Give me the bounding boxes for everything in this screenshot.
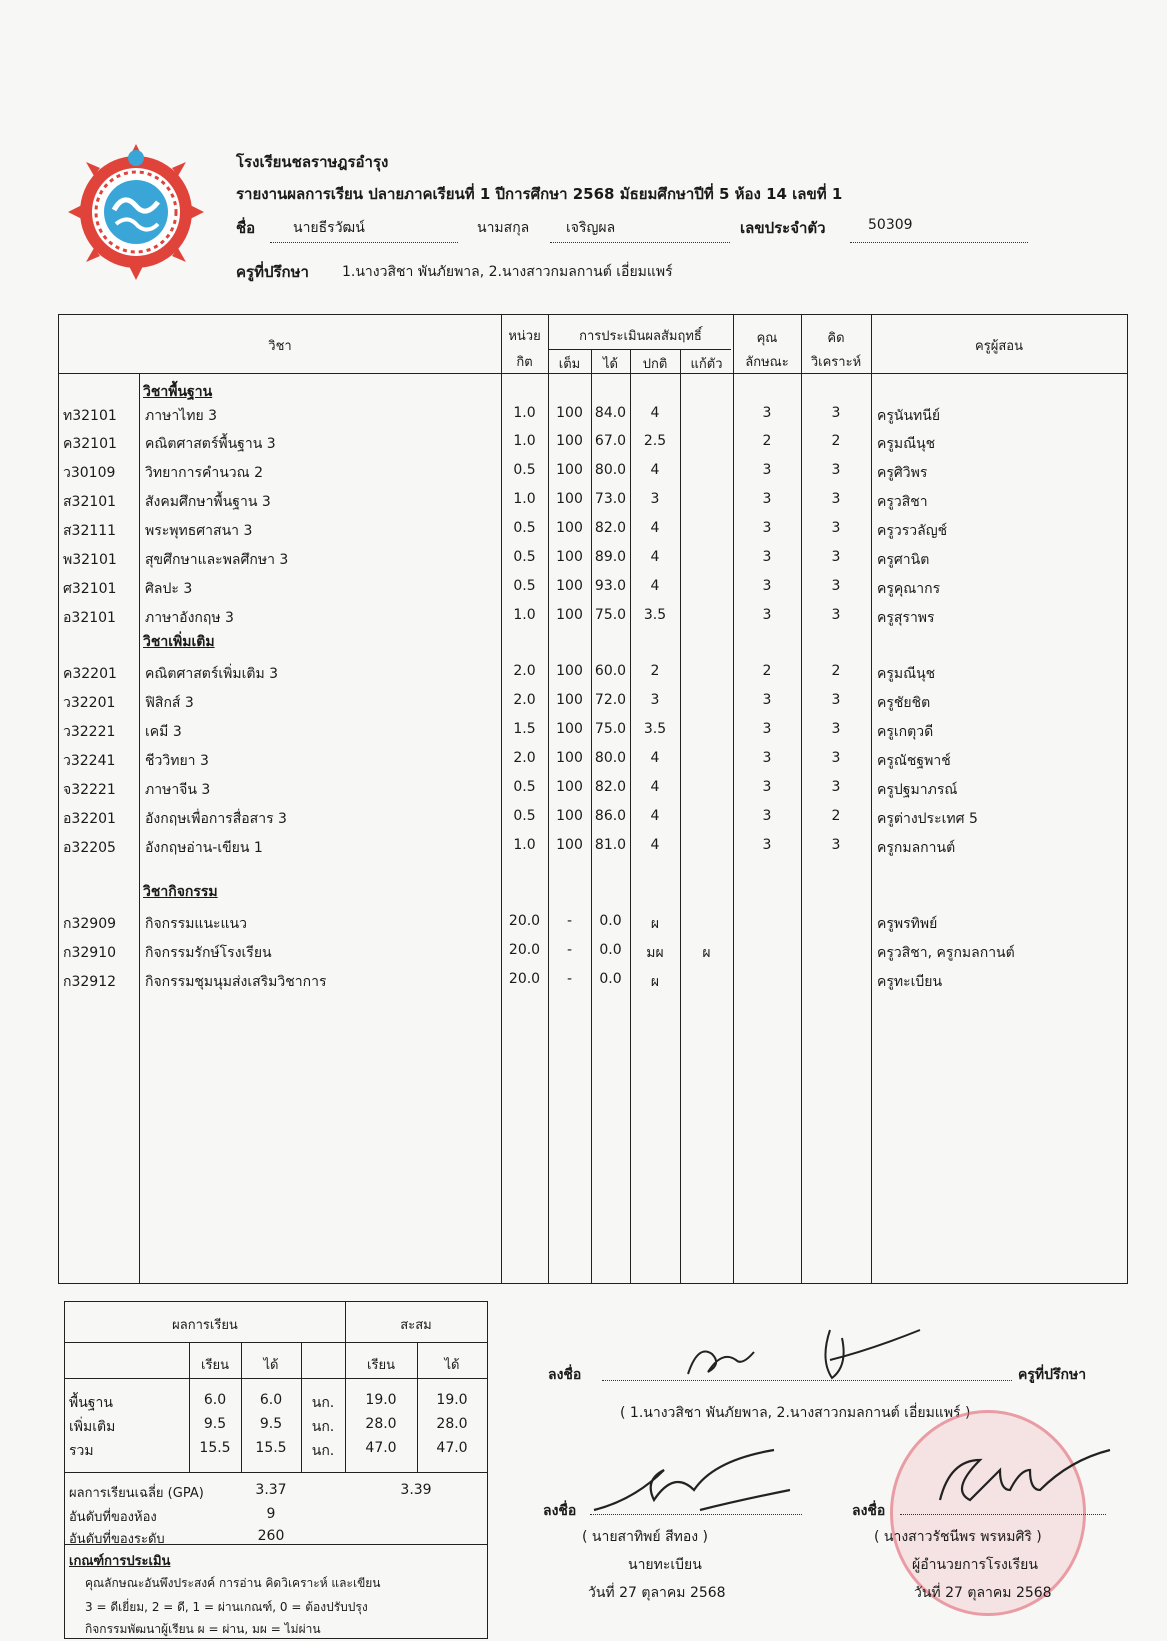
summary-row-acc_got: 28.0 xyxy=(436,1416,468,1432)
row-got: 81.0 xyxy=(594,837,627,853)
row-got: 86.0 xyxy=(594,808,627,824)
row-full: 100 xyxy=(556,692,583,708)
director-date: วันที่ 27 ตุลาคม 2568 xyxy=(914,1585,1052,1601)
row-char: 3 xyxy=(762,837,772,853)
row-name: ศิลปะ 3 xyxy=(145,581,193,597)
row-got: 93.0 xyxy=(594,578,627,594)
row-think: 2 xyxy=(831,663,841,679)
row-full: 100 xyxy=(556,607,583,623)
row-think: 2 xyxy=(831,808,841,824)
criteria-line-3: กิจกรรมพัฒนาผู้เรียน ผ = ผ่าน, มผ = ไม่ผ่าน xyxy=(85,1622,321,1636)
summary-col-got: ได้ xyxy=(263,1358,279,1373)
row-got: 0.0 xyxy=(599,942,622,958)
summary-row-unit: นก. xyxy=(311,1395,335,1411)
row-char: 3 xyxy=(762,405,772,421)
row-full: 100 xyxy=(556,405,583,421)
header-subject: วิชา xyxy=(268,339,292,354)
row-grade: 4 xyxy=(650,837,660,853)
row-code: ส32101 xyxy=(63,494,117,510)
sign-label-director: ลงชื่อ xyxy=(852,1503,886,1519)
row-got: 82.0 xyxy=(594,779,627,795)
row-name: พระพุทธศาสนา 3 xyxy=(145,523,253,539)
row-got: 0.0 xyxy=(599,913,622,929)
rank-level-value: 260 xyxy=(257,1528,285,1544)
row-teacher: ครูต่างประเทศ 5 xyxy=(877,811,978,827)
sign-label-advisor: ลงชื่อ xyxy=(548,1367,582,1383)
row-grade: 4 xyxy=(650,808,660,824)
row-name: สังคมศึกษาพื้นฐาน 3 xyxy=(145,494,271,510)
row-grade: 3 xyxy=(650,491,660,507)
row-credit: 2.0 xyxy=(513,663,536,679)
row-credit: 0.5 xyxy=(513,578,536,594)
grade-table xyxy=(58,314,1128,1284)
row-grade: 3 xyxy=(650,692,660,708)
row-teacher: ครูทะเบียน xyxy=(877,974,943,990)
row-char: 3 xyxy=(762,520,772,536)
row-full: 100 xyxy=(556,520,583,536)
row-name: วิทยาการคำนวณ 2 xyxy=(145,465,264,481)
row-char: 3 xyxy=(762,549,772,565)
row-full: 100 xyxy=(556,433,583,449)
row-grade: 2 xyxy=(650,663,660,679)
row-full: - xyxy=(566,971,573,987)
summary-row-acc_study: 19.0 xyxy=(365,1392,397,1408)
row-name: เคมี 3 xyxy=(145,724,182,740)
row-credit: 0.5 xyxy=(513,520,536,536)
summary-row-label: เพิ่มเติม xyxy=(69,1419,116,1435)
row-credit: 0.5 xyxy=(513,808,536,824)
row-grade: 4 xyxy=(650,520,660,536)
row-teacher: ครูพรทิพย์ xyxy=(877,916,938,932)
gpa-value: 3.37 xyxy=(255,1482,287,1498)
row-char: 3 xyxy=(762,750,772,766)
row-credit: 1.0 xyxy=(513,607,536,623)
summary-row-study: 9.5 xyxy=(203,1416,227,1432)
registrar-role: นายทะเบียน xyxy=(628,1557,702,1573)
gpa-accum-value: 3.39 xyxy=(400,1482,432,1498)
sign-label-registrar: ลงชื่อ xyxy=(543,1503,577,1519)
row-full: 100 xyxy=(556,491,583,507)
header-char-top: คุณ xyxy=(756,331,778,346)
row-grade: ผ xyxy=(650,974,660,990)
row-think: 3 xyxy=(831,607,841,623)
row-got: 75.0 xyxy=(594,721,627,737)
rank-room-label: อันดับที่ของห้อง xyxy=(69,1510,157,1525)
row-char: 3 xyxy=(762,808,772,824)
row-code: ว30109 xyxy=(63,465,116,481)
row-name: อังกฤษเพื่อการสื่อสาร 3 xyxy=(145,811,287,827)
summary-table xyxy=(64,1301,488,1639)
row-think: 2 xyxy=(831,433,841,449)
row-full: 100 xyxy=(556,779,583,795)
row-credit: 1.0 xyxy=(513,433,536,449)
row-grade: 4 xyxy=(650,779,660,795)
row-credit: 20.0 xyxy=(508,913,541,929)
row-credit: 0.5 xyxy=(513,462,536,478)
row-got: 89.0 xyxy=(594,549,627,565)
school-name: โรงเรียนชลราษฎรอำรุง xyxy=(236,153,389,171)
row-think: 3 xyxy=(831,549,841,565)
registrar-name: ( นายสาทิพย์ สีทอง ) xyxy=(582,1529,708,1545)
row-code: ว32221 xyxy=(63,724,116,740)
row-name: ชีววิทยา 3 xyxy=(145,753,209,769)
row-credit: 1.0 xyxy=(513,405,536,421)
name-dotline xyxy=(270,242,458,243)
summary-row-acc_study: 47.0 xyxy=(365,1440,397,1456)
row-code: ส32111 xyxy=(63,523,117,539)
row-full: 100 xyxy=(556,837,583,853)
row-got: 75.0 xyxy=(594,607,627,623)
row-char: 3 xyxy=(762,692,772,708)
advisor-names-sign: ( 1.นางวสิชา พันภัยพาล, 2.นางสาวกมลกานต์ เอี่ยมแพร์ ) xyxy=(620,1405,971,1421)
row-think: 3 xyxy=(831,721,841,737)
row-char: 2 xyxy=(762,433,772,449)
row-code: ก32910 xyxy=(63,945,117,961)
summary-col-study: เรียน xyxy=(201,1358,229,1373)
row-grade: 4 xyxy=(650,462,660,478)
summary-row-label: พื้นฐาน xyxy=(69,1395,113,1411)
row-think: 3 xyxy=(831,405,841,421)
header-full: เต็ม xyxy=(558,357,581,372)
row-grade: 3.5 xyxy=(643,721,667,737)
row-teacher: ครูนันทนีย์ xyxy=(877,408,941,424)
row-code: จ32221 xyxy=(63,782,116,798)
row-grade: 2.5 xyxy=(643,433,667,449)
director-role: ผู้อำนวยการโรงเรียน xyxy=(912,1557,1038,1573)
section-basic: วิชาพื้นฐาน xyxy=(143,384,213,400)
summary-row-got: 9.5 xyxy=(259,1416,283,1432)
row-full: 100 xyxy=(556,549,583,565)
student-name: นายธีรวัฒน์ xyxy=(293,220,365,236)
row-char: 3 xyxy=(762,607,772,623)
advisor-role: ครูที่ปรึกษา xyxy=(1018,1367,1087,1383)
student-id-label: เลขประจำตัว xyxy=(740,219,826,237)
row-think: 3 xyxy=(831,750,841,766)
row-credit: 0.5 xyxy=(513,779,536,795)
row-credit: 2.0 xyxy=(513,750,536,766)
row-code: ว32201 xyxy=(63,695,116,711)
id-dotline xyxy=(850,242,1028,243)
header-teacher: ครูผู้สอน xyxy=(975,339,1023,354)
student-id: 50309 xyxy=(868,217,913,233)
row-name: คณิตศาสตร์เพิ่มเติม 3 xyxy=(145,666,279,682)
director-name: ( นางสาวรัชนีพร พรหมศิริ ) xyxy=(874,1529,1042,1545)
registrar-signature xyxy=(590,1440,810,1520)
advisor-signature xyxy=(680,1320,940,1390)
row-got: 60.0 xyxy=(594,663,627,679)
header-think-bottom: วิเคราะห์ xyxy=(810,355,862,370)
summary-acc-got: ได้ xyxy=(444,1358,460,1373)
row-think: 3 xyxy=(831,491,841,507)
advisor-names: 1.นางวสิชา พันภัยพาล, 2.นางสาวกมลกานต์ เอี่ยมแพร์ xyxy=(342,264,673,280)
criteria-line-2: 3 = ดีเยี่ยม, 2 = ดี, 1 = ผ่านเกณฑ์, 0 = ต้องปรับปรุง xyxy=(85,1600,368,1614)
surname-dotline xyxy=(550,242,730,243)
row-code: ค32201 xyxy=(63,666,117,682)
row-think: 3 xyxy=(831,837,841,853)
row-code: ท32101 xyxy=(63,408,117,424)
row-name: ภาษาไทย 3 xyxy=(145,408,218,424)
row-teacher: ครูกมลกานต์ xyxy=(877,840,956,856)
row-grade: 4 xyxy=(650,405,660,421)
row-name: อังกฤษอ่าน-เขียน 1 xyxy=(145,840,263,856)
row-code: ก32909 xyxy=(63,916,117,932)
row-think: 3 xyxy=(831,578,841,594)
header-assessment: การประเมินผลสัมฤทธิ์ xyxy=(579,329,702,344)
row-full: 100 xyxy=(556,808,583,824)
row-full: 100 xyxy=(556,663,583,679)
row-name: สุขศึกษาและพลศึกษา 3 xyxy=(145,552,289,568)
row-got: 67.0 xyxy=(594,433,627,449)
report-title: รายงานผลการเรียน ปลายภาคเรียนที่ 1 ปีการศึกษา 2568 มัธยมศึกษาปีที่ 5 ห้อง 14 เลขที่ 1 xyxy=(236,185,843,203)
header-normal: ปกติ xyxy=(642,357,668,372)
row-teacher: ครูมณีนุช xyxy=(877,666,936,682)
row-teacher: ครูศิวิพร xyxy=(877,465,928,481)
row-full: 100 xyxy=(556,750,583,766)
summary-row-acc_got: 47.0 xyxy=(436,1440,468,1456)
summary-title: ผลการเรียน xyxy=(172,1318,238,1333)
row-full: 100 xyxy=(556,462,583,478)
row-credit: 1.5 xyxy=(513,721,536,737)
summary-row-acc_got: 19.0 xyxy=(436,1392,468,1408)
row-code: อ32201 xyxy=(63,811,116,827)
student-surname: เจริญผล xyxy=(566,220,616,236)
row-credit: 2.0 xyxy=(513,692,536,708)
row-grade: 4 xyxy=(650,750,660,766)
row-full: 100 xyxy=(556,721,583,737)
rank-room-value: 9 xyxy=(266,1506,276,1522)
header-credit-top: หน่วย xyxy=(508,329,541,344)
advisor-label: ครูที่ปรึกษา xyxy=(236,263,309,281)
summary-row-acc_study: 28.0 xyxy=(365,1416,397,1432)
header-char-bottom: ลักษณะ xyxy=(745,355,789,370)
row-char: 3 xyxy=(762,721,772,737)
school-logo xyxy=(66,140,206,280)
row-grade: 4 xyxy=(650,549,660,565)
row-got: 0.0 xyxy=(599,971,622,987)
gpa-label: ผลการเรียนเฉลี่ย (GPA) xyxy=(69,1486,204,1501)
row-credit: 20.0 xyxy=(508,971,541,987)
row-full: - xyxy=(566,942,573,958)
row-code: ก32912 xyxy=(63,974,117,990)
row-credit: 0.5 xyxy=(513,549,536,565)
row-grade: มผ xyxy=(646,945,664,961)
row-teacher: ครูวรวลัญช์ xyxy=(877,523,948,539)
row-char: 3 xyxy=(762,578,772,594)
summary-accum-title: สะสม xyxy=(400,1318,432,1333)
row-teacher: ครูชัยชิต xyxy=(877,695,931,711)
section-activity: วิชากิจกรรม xyxy=(143,884,218,900)
summary-acc-study: เรียน xyxy=(367,1358,395,1373)
section-additional: วิชาเพิ่มเติม xyxy=(143,634,215,650)
row-got: 72.0 xyxy=(594,692,627,708)
row-teacher: ครูปฐมาภรณ์ xyxy=(877,782,958,798)
summary-row-study: 15.5 xyxy=(199,1440,231,1456)
row-think: 3 xyxy=(831,520,841,536)
criteria-title: เกณฑ์การประเมิน xyxy=(69,1554,171,1569)
row-teacher: ครูณัชฐพาช์ xyxy=(877,753,951,769)
row-think: 3 xyxy=(831,779,841,795)
row-teacher: ครูวสิชา, ครูกมลกานต์ xyxy=(877,945,1015,961)
summary-row-unit: นก. xyxy=(311,1443,335,1459)
criteria-line-1: คุณลักษณะอันพึงประสงค์ การอ่าน คิดวิเคราะห์ และเขียน xyxy=(85,1576,381,1590)
row-grade: 4 xyxy=(650,578,660,594)
summary-row-label: รวม xyxy=(69,1443,94,1459)
row-char: 2 xyxy=(762,663,772,679)
row-full: - xyxy=(566,913,573,929)
row-got: 82.0 xyxy=(594,520,627,536)
row-credit: 20.0 xyxy=(508,942,541,958)
registrar-date: วันที่ 27 ตุลาคม 2568 xyxy=(588,1585,726,1601)
row-teacher: ครูศานิต xyxy=(877,552,930,568)
row-fix: ผ xyxy=(702,945,711,961)
row-teacher: ครูวสิชา xyxy=(877,494,928,510)
row-code: อ32101 xyxy=(63,610,116,626)
surname-label: นามสกุล xyxy=(477,220,530,236)
row-credit: 1.0 xyxy=(513,837,536,853)
row-code: อ32205 xyxy=(63,840,116,856)
row-got: 84.0 xyxy=(594,405,627,421)
row-name: ฟิสิกส์ 3 xyxy=(145,695,194,711)
row-grade: ผ xyxy=(650,916,660,932)
row-teacher: ครูเกตุวดี xyxy=(877,724,934,740)
name-label: ชื่อ xyxy=(236,219,256,237)
row-name: กิจกรรมชุมนุมส่งเสริมวิชาการ xyxy=(145,974,327,990)
row-name: กิจกรรมรักษ์โรงเรียน xyxy=(145,945,272,961)
row-full: 100 xyxy=(556,578,583,594)
row-code: ศ32101 xyxy=(63,581,117,597)
header-credit-bottom: กิต xyxy=(516,355,533,370)
row-code: ว32241 xyxy=(63,753,116,769)
row-got: 80.0 xyxy=(594,750,627,766)
summary-row-study: 6.0 xyxy=(203,1392,227,1408)
row-got: 73.0 xyxy=(594,491,627,507)
row-char: 3 xyxy=(762,779,772,795)
row-char: 3 xyxy=(762,462,772,478)
row-code: พ32101 xyxy=(63,552,117,568)
director-signature xyxy=(920,1440,1120,1520)
header-got: ได้ xyxy=(603,357,618,372)
row-char: 3 xyxy=(762,491,772,507)
row-name: กิจกรรมแนะแนว xyxy=(145,916,247,932)
row-name: ภาษาอังกฤษ 3 xyxy=(145,610,234,626)
row-credit: 1.0 xyxy=(513,491,536,507)
summary-row-unit: นก. xyxy=(311,1419,335,1435)
row-teacher: ครูมณีนุช xyxy=(877,436,936,452)
row-name: ภาษาจีน 3 xyxy=(145,782,211,798)
row-got: 80.0 xyxy=(594,462,627,478)
row-teacher: ครูคุณากร xyxy=(877,581,941,597)
rank-level-label: อันดับที่ของระดับ xyxy=(69,1532,165,1547)
row-grade: 3.5 xyxy=(643,607,667,623)
row-think: 3 xyxy=(831,462,841,478)
row-code: ค32101 xyxy=(63,436,117,452)
header-fix: แก้ตัว xyxy=(690,357,723,372)
row-name: คณิตศาสตร์พื้นฐาน 3 xyxy=(145,436,276,452)
row-teacher: ครูสุราพร xyxy=(877,610,935,626)
header-think-top: คิด xyxy=(827,331,845,346)
summary-row-got: 6.0 xyxy=(259,1392,283,1408)
row-think: 3 xyxy=(831,692,841,708)
summary-row-got: 15.5 xyxy=(255,1440,287,1456)
